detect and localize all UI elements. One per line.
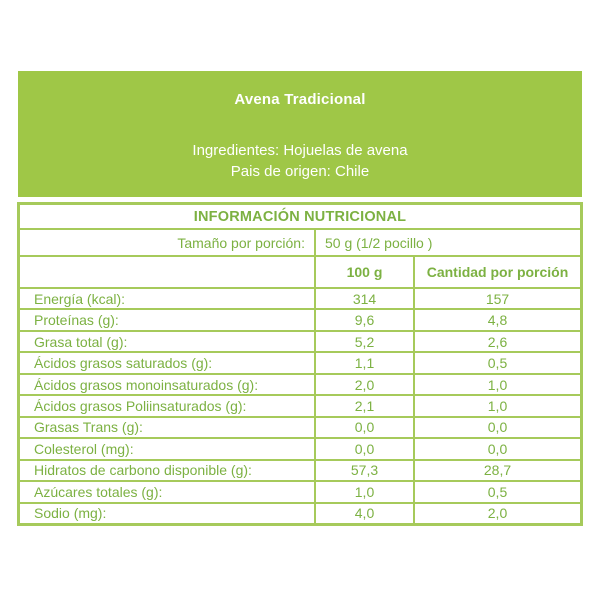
- column-header-portion: Cantidad por porción: [413, 257, 580, 287]
- nutrition-table-title: INFORMACIÓN NUTRICIONAL: [193, 208, 407, 225]
- value-per-100g: 2,0: [314, 375, 413, 394]
- value-per-100g: 0,0: [314, 439, 413, 458]
- column-header-row: [20, 255, 580, 287]
- nutrition-table: [17, 202, 583, 526]
- value-per-portion: 0,5: [413, 482, 580, 501]
- value-per-portion: 0,5: [413, 353, 580, 372]
- value-per-portion: 1,0: [413, 375, 580, 394]
- serving-size-row: [20, 228, 580, 255]
- nutrient-label: Energía (kcal):: [34, 290, 126, 307]
- product-header: [18, 71, 582, 197]
- value-per-100g: 9,6: [314, 310, 413, 329]
- nutrient-label: Hidratos de carbono disponible (g):: [34, 462, 252, 479]
- nutrient-label: Azúcares totales (g):: [34, 483, 163, 500]
- value-per-100g: 57,3: [314, 461, 413, 480]
- product-details: [18, 140, 582, 182]
- table-row: [20, 373, 580, 394]
- value-per-100g: 1,0: [314, 482, 413, 501]
- table-row: [20, 416, 580, 437]
- nutrient-label: Proteínas (g):: [34, 312, 119, 329]
- value-per-portion: 2,0: [413, 504, 580, 523]
- value-per-portion: 4,8: [413, 310, 580, 329]
- value-per-portion: 28,7: [413, 461, 580, 480]
- value-per-100g: 1,1: [314, 353, 413, 372]
- value-per-portion: 157: [413, 289, 580, 308]
- value-per-portion: 0,0: [413, 439, 580, 458]
- table-row: [20, 480, 580, 501]
- origin-line: Pais de origen: Chile: [230, 163, 370, 180]
- value-per-100g: 4,0: [314, 504, 413, 523]
- nutrient-label: Ácidos grasos Poliinsaturados (g):: [34, 397, 247, 414]
- table-row: [20, 308, 580, 329]
- column-header-100g: 100 g: [314, 257, 413, 287]
- value-per-portion: 1,0: [413, 396, 580, 415]
- table-row: [20, 502, 580, 523]
- nutrient-label: Grasa total (g):: [34, 333, 128, 350]
- value-per-portion: 0,0: [413, 418, 580, 437]
- product-title: Avena Tradicional: [234, 91, 366, 108]
- nutrient-label: Ácidos grasos monoinsaturados (g):: [34, 376, 259, 393]
- table-row: [20, 287, 580, 308]
- table-row: [20, 330, 580, 351]
- serving-size-value: 50 g (1/2 pocillo ): [314, 230, 580, 255]
- ingredients-line: Ingredientes: Hojuelas de avena: [192, 142, 408, 159]
- table-row: [20, 394, 580, 415]
- table-row: [20, 351, 580, 372]
- table-row: [20, 437, 580, 458]
- nutrient-label: Sodio (mg):: [34, 505, 107, 522]
- nutrient-label: Grasas Trans (g):: [34, 419, 143, 436]
- nutrient-label: Ácidos grasos saturados (g):: [34, 355, 213, 372]
- nutrient-label: Colesterol (mg):: [34, 440, 134, 457]
- value-per-100g: 5,2: [314, 332, 413, 351]
- value-per-portion: 2,6: [413, 332, 580, 351]
- column-header-empty: [20, 257, 314, 287]
- value-per-100g: 0,0: [314, 418, 413, 437]
- value-per-100g: 2,1: [314, 396, 413, 415]
- value-per-100g: 314: [314, 289, 413, 308]
- table-row: [20, 459, 580, 480]
- serving-size-label: Tamaño por porción:: [177, 234, 305, 251]
